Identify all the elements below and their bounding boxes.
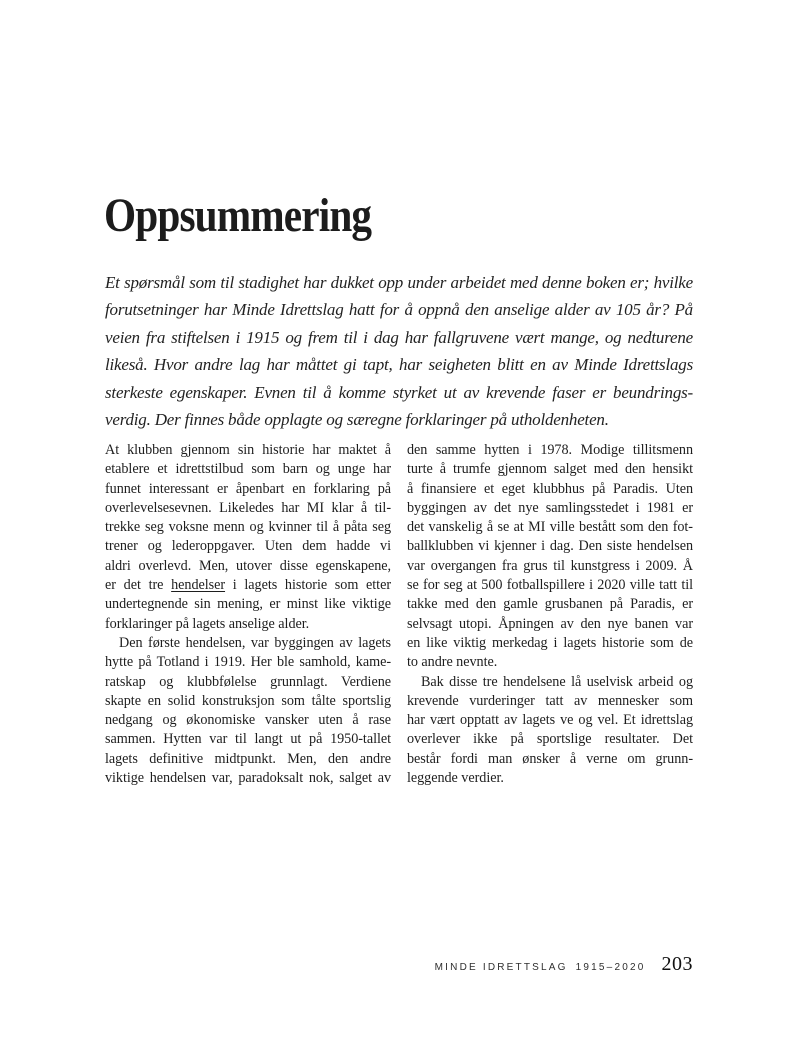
text-line: likeså. Hvor andre lag har måttet gi tapt, har seigheten blitt en av Minde Idrettslags	[105, 355, 693, 375]
underlined-text: hendelser	[171, 577, 226, 594]
text-line: ballklubben vi kjenner i dag. Den siste hendelsen	[407, 538, 693, 555]
paragraph	[407, 441, 693, 673]
body-column-right	[407, 441, 693, 788]
text-line: var overgangen fra grus til kunstgress i 2009. Å	[407, 557, 693, 574]
paragraph	[407, 673, 693, 789]
text-line: består fordi man ønsker å verne om grunn-	[407, 750, 693, 767]
text-line: lagets definitive midtpunkt. Men, den andre	[105, 750, 391, 767]
text-line: overlevelsesevnen. Likeledes har MI klar å til-	[105, 499, 391, 516]
paragraph	[105, 269, 693, 433]
text-line: se for seg at 500 fotballspillere i 2020 ville tatt til	[407, 577, 693, 594]
paragraph	[105, 441, 391, 634]
text-line: Bak disse tre hendelsene lå uselvisk arbeid og	[421, 673, 693, 690]
text-line: etablere et idrettstilbud som barn og unge har	[105, 461, 391, 478]
text-line: to andre nevnte.	[407, 654, 498, 671]
text-line: skapte en solid konstruksjon som tålte sportslig	[105, 692, 391, 709]
text-line: Den første hendelsen, var byggingen av lagets	[119, 634, 391, 651]
text-line: takke med den gamle grusbanen på Paradis, er	[407, 596, 693, 613]
text-line: byggingen av det nye samlingsstedet i 1981 er	[407, 499, 693, 516]
text-line: undertegnende sin mening, er minst like viktige	[105, 596, 391, 613]
footer-club-name: MINDE IDRETTSLAG	[434, 962, 568, 973]
text-line: ratskap og klubbfølelse grunnlagt. Verdiene	[105, 673, 391, 690]
text-line: forklaringer på lagets anselige alder.	[105, 615, 310, 632]
body-columns	[105, 441, 693, 788]
footer-running-title	[435, 962, 646, 973]
lead-paragraph	[105, 269, 693, 433]
text-line: forutsetninger har Minde Idrettslag hatt for å oppnå den anselige alder av 105 år? På	[105, 300, 693, 320]
text-line: å finansiere et eget klubbhus på Paradis. Uten	[407, 480, 693, 497]
text-line: sammen. Hytten var til langt ut på 1950-tallet	[105, 731, 391, 748]
text-line: trener og lederoppgaver. Uten dem hadde vi	[105, 538, 391, 555]
text-line: er det tre hendelser i lagets historie som etter	[105, 577, 391, 594]
text-line: veien fra stiftelsen i 1915 og frem til i dag har fallgruvene vært mange, og nedturene	[105, 327, 693, 347]
text-line: den samme hytten i 1978. Modige tillitsmenn	[407, 442, 693, 458]
text-line: trekke seg voksne menn og kvinner til å påta seg	[105, 519, 391, 536]
paragraph	[105, 634, 391, 788]
body-column-left	[105, 441, 391, 788]
text-line: en like viktig merkedag i lagets historie som de	[407, 634, 693, 651]
footer-page-number: 203	[661, 953, 693, 975]
text-line: viktige hendelsen var, paradoksalt nok, salget av	[105, 770, 391, 787]
text-line: selvsagt utopi. Åpningen av den nye banen var	[407, 615, 693, 632]
text-line: har vært opptatt av lagets ve og vel. Et idrettslag	[407, 712, 693, 729]
page-title: Oppsummering	[104, 189, 372, 242]
footer-years: 1915–2020	[575, 962, 646, 973]
text-line: turte å trumfe gjennom salget med den hensikt	[407, 461, 693, 478]
text-line: overlever ikke på sportslige resultater. Det	[407, 731, 693, 748]
text-line: aldri overlevd. Men, utover disse egenskapene,	[105, 557, 391, 574]
text-line: krevende vurderinger tatt av mennesker som	[407, 692, 693, 709]
text-line: nedgang og økonomiske vansker uten å rase	[105, 712, 391, 729]
text-line: det vanskelig å se at MI ville bestått som den fot-	[407, 519, 693, 536]
text-line: leggende verdier.	[407, 770, 504, 787]
text-line: funnet interessant er åpenbart en forklaring på	[105, 480, 391, 497]
text-line: Et spørsmål som til stadighet har dukket opp under arbeidet med denne boken er; hvilke	[105, 273, 693, 292]
page-footer	[435, 953, 693, 976]
text-line: sterkeste egenskaper. Evnen til å komme styrket ut av krevende faser er beundrings-	[105, 382, 693, 402]
text-line: At klubben gjennom sin historie har maktet å	[105, 442, 391, 458]
text-line: verdig. Der finnes både opplagte og særegne forklaringer på utholdenheten.	[105, 410, 609, 430]
text-line: hytte på Totland i 1919. Her ble samhold, kame-	[105, 654, 391, 671]
